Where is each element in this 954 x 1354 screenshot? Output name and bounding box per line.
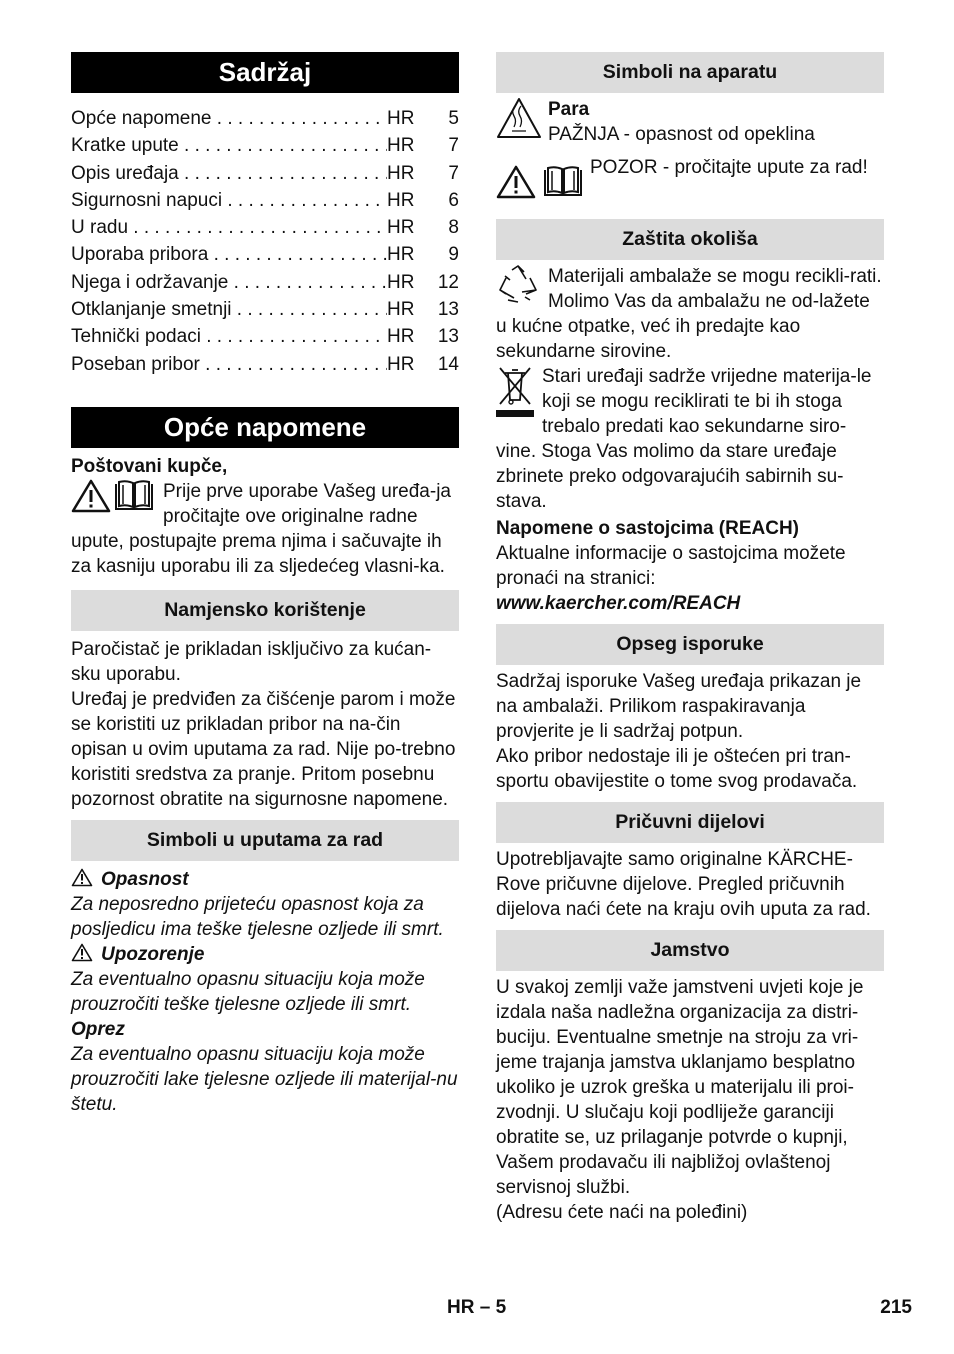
warning-triangle-icon [71, 868, 93, 887]
manual-book-icon [542, 165, 584, 199]
toc-label: Sigurnosni napuci . . . [71, 187, 387, 214]
reach-text: Aktualne informacije o sastojcima možete pronaći na stranici: [496, 543, 846, 589]
intended-use-p1: Paročistač je prikladan isključivo za kućan-sku uporabu. [71, 638, 432, 685]
table-of-contents [71, 105, 459, 378]
general-notes-heading: Opće napomene [71, 407, 459, 448]
recycle-icon-wrap [496, 264, 540, 304]
read-manual-symbol-row [496, 155, 884, 199]
toc-lang: HR [387, 326, 415, 348]
toc-row[interactable] [71, 214, 459, 241]
toc-page: 7 [448, 162, 459, 184]
hot-steam-warning-icon [496, 97, 542, 139]
toc-lang: HR [387, 244, 415, 266]
steam-symbol-text [548, 97, 815, 147]
weee-text: Stari uređaji sadrže vrijedne materija-le koji se mogu reciklirati te bi ih stoga trebalo predati kao sekundarne siro-vine. Stoga Vas molimo da stare uređaje zbrinete preko odgovarajućih sabirnih su-stava. [496, 366, 872, 512]
reach-link[interactable]: www.kaercher.com/REACH [496, 593, 741, 614]
delivery-p2: Ako pribor nedostaje ili je oštećen pri tran-sportu obavijestite o tome svog prodavača. [496, 746, 858, 792]
toc-lang: HR [387, 299, 415, 321]
weee-bar-icon [496, 410, 534, 417]
right-column [496, 52, 884, 1225]
recycle-text: Materijali ambalaže se mogu recikli-rati. Molimo Vas da ambalažu ne od-lažete u kućne otpatke, već ih predajte kao sekundarne sirovine. [496, 266, 882, 362]
toc-lang: HR [387, 162, 415, 184]
warning-triangle-icon [71, 479, 111, 513]
device-symbols-heading: Simboli na aparatu [496, 52, 884, 93]
steam-text: PAŽNJA - opasnost od opeklina [548, 124, 815, 145]
delivery-heading: Opseg isporuke [496, 624, 884, 665]
warning-label: Upozorenje [101, 943, 205, 965]
warranty-p1: U svakoj zemlji važe jamstveni uvjeti koje je izdala naša nadležna organizacija za distri-buciju. Eventualne smetnje na stroju za vri-jeme trajanja jamstva uklanjamo besplatno ukoliko je uzrok greška u materijalu ili proi-zvodnji. U slučaju koji podliježe garanciji obratite se, uz prilaganje potvrde o kupnji, Vašem prodavaču ili najbližoj ovlaštenoj servisnoj službi. [496, 977, 864, 1198]
dear-customer: Poštovani kupče, [71, 455, 228, 477]
toc-lang: HR [387, 271, 415, 293]
toc-lang: HR [387, 353, 415, 375]
toc-heading: Sadržaj [71, 52, 459, 93]
manual-symbols-heading: Simboli u uputama za rad [71, 820, 459, 861]
toc-page: 13 [437, 299, 459, 321]
caution-label: Oprez [71, 1018, 125, 1040]
crossed-bin-icon [496, 364, 534, 406]
steam-symbol-row [496, 97, 884, 147]
toc-lang: HR [387, 189, 415, 211]
toc-label: Otklanjanje smetnji . . . [71, 296, 387, 323]
caution-text: Za eventualno opasnu situaciju koja može prouzročiti lake tjelesne ozljede ili materijal-nu štetu. [71, 1043, 458, 1115]
toc-label: Njega i održavanje . . . [71, 269, 387, 296]
warning-row [71, 942, 459, 967]
toc-row[interactable] [71, 296, 459, 323]
toc-label: Kratke upute . . . [71, 132, 387, 159]
steam-label: Para [548, 99, 590, 120]
toc-page: 12 [437, 271, 459, 293]
weee-block [496, 364, 884, 514]
toc-label: Opće napomene . . . [71, 105, 387, 132]
intended-use-heading: Namjensko korištenje [71, 590, 459, 631]
toc-label: U radu . . . [71, 214, 387, 241]
toc-row[interactable] [71, 187, 459, 214]
toc-page: 13 [437, 326, 459, 348]
danger-row [71, 867, 459, 892]
intro-block [71, 479, 459, 579]
toc-page: 5 [448, 108, 459, 129]
intro-text: Prije prve uporabe Vašeg uređa-ja pročitajte ove originalne radne upute, postupajte prema njima i sačuvajte ih za kasniju uporabu ili za sljedećeg vlasni-ka. [71, 480, 451, 577]
footer-section: HR – 5 [447, 1297, 507, 1318]
reach-heading: Napomene o sastojcima (REACH) [496, 518, 800, 539]
warranty-p2: (Adresu ćete naći na poleđini) [496, 1202, 748, 1223]
toc-page: 9 [448, 244, 459, 266]
toc-label: Poseban pribor . . . [71, 351, 387, 378]
left-column [71, 52, 459, 1117]
manual-book-icon [113, 479, 155, 513]
read-manual-text: POZOR - pročitajte upute za rad! [590, 157, 868, 178]
toc-row[interactable] [71, 105, 459, 132]
danger-text: Za neposredno prijeteću opasnost koja za posljedicu ima teške tjelesne ozljede ili smrt. [71, 893, 444, 940]
toc-row[interactable] [71, 323, 459, 350]
warning-triangle-icon [71, 943, 93, 962]
warranty-heading: Jamstvo [496, 930, 884, 971]
footer-page-number: 215 [880, 1297, 912, 1318]
toc-label: Tehnički podaci . . . [71, 323, 387, 350]
toc-row[interactable] [71, 132, 459, 159]
delivery-p1: Sadržaj isporuke Vašeg uređaja prikazan je na ambalaži. Prilikom raspakiravanja provjerite je li sadržaj potpun. [496, 671, 862, 742]
recycle-block [496, 264, 884, 364]
toc-label: Uporaba pribora . . . [71, 241, 387, 268]
toc-lang: HR [387, 135, 415, 157]
danger-label: Opasnost [101, 868, 189, 890]
environment-heading: Zaštita okoliša [496, 219, 884, 260]
toc-row[interactable] [71, 241, 459, 268]
toc-page: 6 [448, 189, 459, 211]
intended-use-p2: Uređaj je predviđen za čišćenje parom i može se koristiti uz prikladan pribor na na-čin opisan u ovim uputama za rad. Nije po-trebno koristiti sredstva za pranje. Pritom posebnu pozornost obratite na sigurnosne napomene. [71, 688, 456, 810]
spare-parts-heading: Pričuvni dijelovi [496, 802, 884, 843]
toc-page: 14 [437, 353, 459, 375]
warning-text: Za eventualno opasnu situaciju koja može prouzročiti teške tjelesne ozljede ili smrt. [71, 968, 425, 1015]
spare-parts-text: Upotrebljavajte samo originalne KÄRCHE-Rove pričuvne dijelove. Pregled pričuvnih dijelova naći ćete na kraju ovih uputa za rad. [496, 849, 871, 920]
toc-page: 7 [448, 135, 459, 157]
weee-icon-wrap [496, 364, 534, 417]
toc-label: Opis uređaja . . . [71, 160, 387, 187]
warning-triangle-icon [496, 165, 536, 199]
toc-row[interactable] [71, 351, 459, 378]
toc-lang: HR [387, 108, 415, 129]
toc-page: 8 [448, 217, 459, 239]
intro-icons [71, 479, 155, 513]
toc-row[interactable] [71, 269, 459, 296]
toc-row[interactable] [71, 160, 459, 187]
recycle-icon [496, 264, 540, 304]
toc-lang: HR [387, 217, 415, 239]
